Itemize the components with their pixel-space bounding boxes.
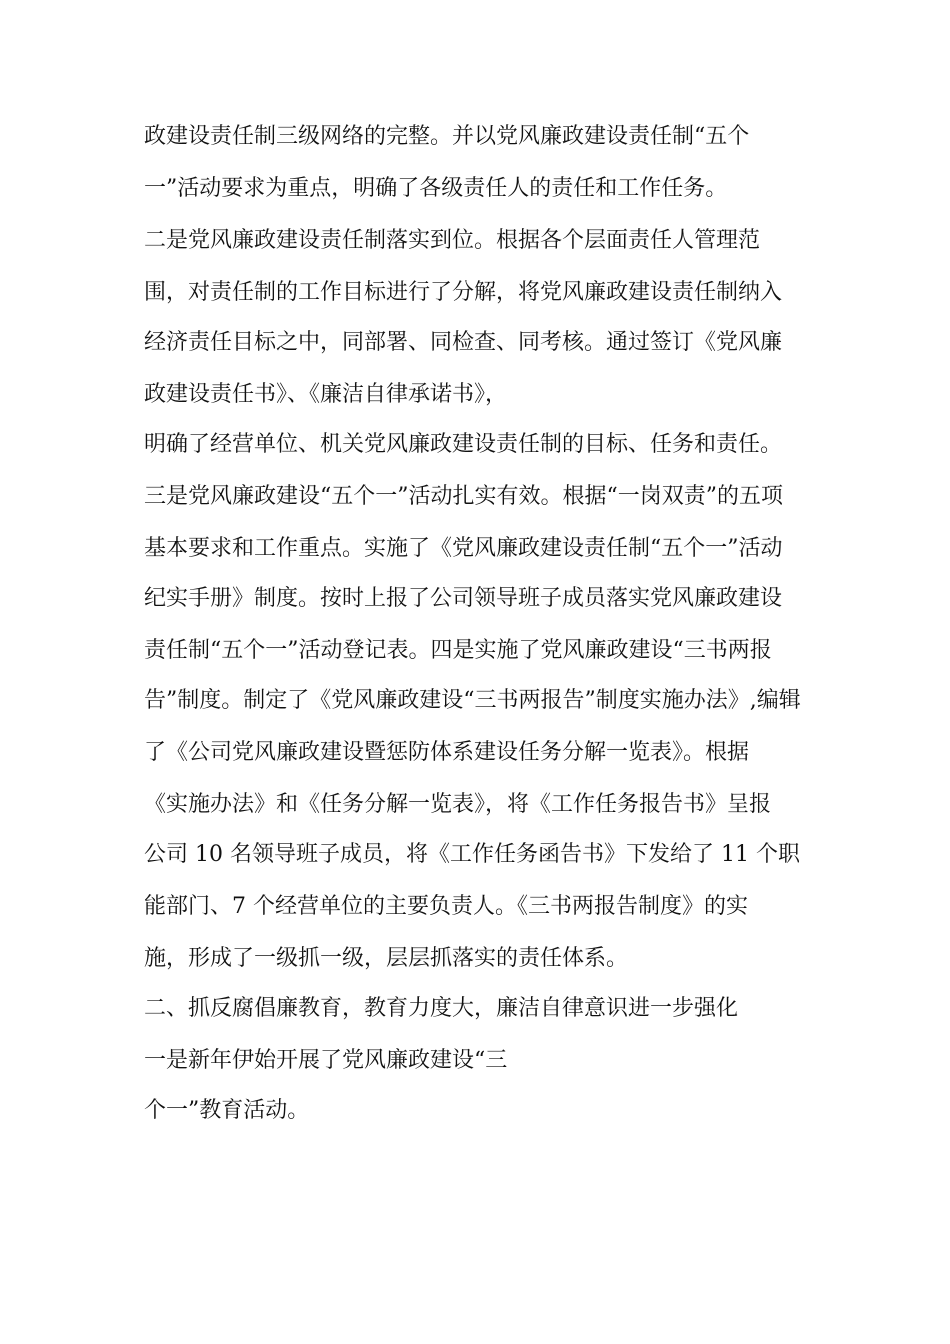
text-line-9: 基本要求和工作重点。实施了《党风廉政建设责任制“五个一”活动 [144,536,783,561]
text-line-15: 公司 10 名领导班子成员，将《工作任务函告书》下发给了 11 个职 [144,842,800,867]
text-line-14: 《实施办法》和《任务分解一览表》，将《工作任务报告书》呈报 [144,792,772,817]
text-line-13: 了《公司党风廉政建设暨惩防体系建设任务分解一览表》。根据 [144,740,750,765]
text-line-19: 一是新年伊始开展了党风廉政建设“三 [144,1048,508,1073]
text-line-16: 能部门、7 个经营单位的主要负责人。《三书两报告制度》的实 [144,894,748,919]
text-line-6: 政建设责任书》、《廉洁自律承诺书》， [144,382,508,407]
text-line-8: 三是党风廉政建设“五个一”活动扎实有效。根据“一岗双责”的五项 [144,484,783,509]
text-line-5: 经济责任目标之中，同部署、同检查、同考核。通过签订《党风廉 [144,330,783,355]
text-line-3: 二是党风廉政建设责任制落实到位。根据各个层面责任人管理范 [144,228,761,253]
text-line-12: 告”制度。制定了《党风廉政建设“三书两报告”制度实施办法》,编辑 [144,688,801,713]
text-line-1: 政建设责任制三级网络的完整。并以党风廉政建设责任制“五个 [144,124,750,149]
text-line-17: 施，形成了一级抓一级，层层抓落实的责任体系。 [144,946,629,971]
text-line-11: 责任制“五个一”活动登记表。四是实施了党风廉政建设“三书两报 [144,638,772,663]
text-line-2: 一”活动要求为重点，明确了各级责任人的责任和工作任务。 [144,176,728,201]
text-line-20: 个一”教育活动。 [144,1098,310,1123]
text-line-7: 明确了经营单位、机关党风廉政建设责任制的目标、任务和责任。 [144,432,783,457]
text-line-4: 围，对责任制的工作目标进行了分解，将党风廉政建设责任制纳入 [144,280,783,305]
text-line-10: 纪实手册》制度。按时上报了公司领导班子成员落实党风廉政建设 [144,586,783,611]
section-heading: 二、抓反腐倡廉教育，教育力度大，廉洁自律意识进一步强化 [144,996,739,1021]
